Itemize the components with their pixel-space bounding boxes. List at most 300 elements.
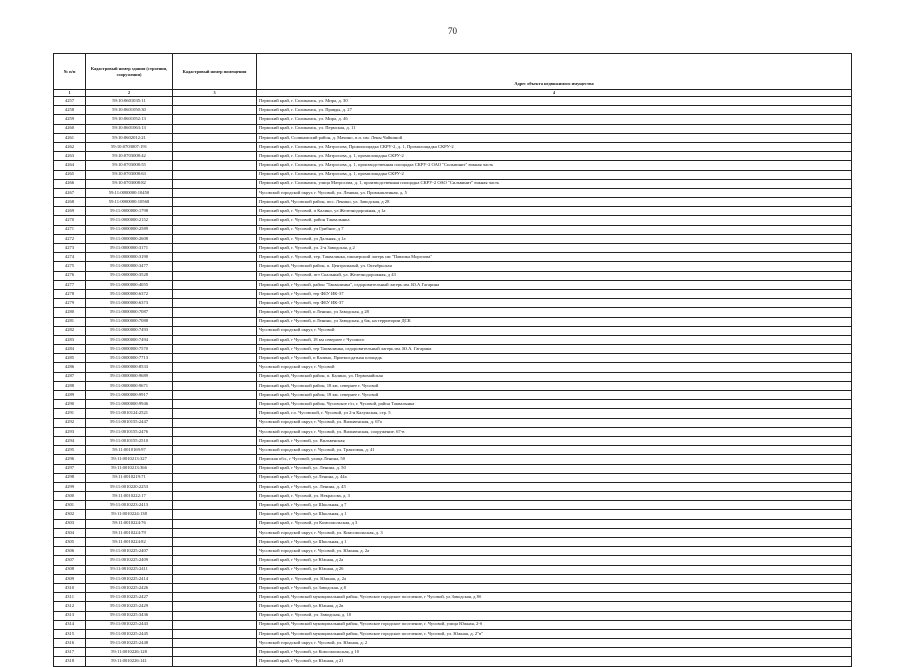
colnum-4: 4 [257, 90, 852, 97]
cadastral-number-building: 59:10:0601063:13 [86, 124, 173, 133]
cadastral-number-room [173, 565, 257, 574]
cadastral-number-building: 59:11:0010225:3436 [86, 611, 173, 620]
cadastral-number-room [173, 363, 257, 372]
cadastral-number-room [173, 391, 257, 400]
row-number: 4272 [54, 234, 86, 243]
cadastral-number-room [173, 528, 257, 537]
table-row [54, 124, 852, 133]
row-number: 4267 [54, 188, 86, 197]
property-address: Пермский край, г. Соликамск, ул. Матросова, д. 1, промплощадка СКРУ-2 [257, 170, 852, 179]
cadastral-number-building: 59:11:0000000:10450 [86, 188, 173, 197]
property-address: Пермский край, Чусовской район, п. Калино, ул. Первомайская [257, 372, 852, 381]
property-address: Пермский край, г. Соликамск, ул. Матросова, д. 1, промплощадка СКРУ-2 [257, 152, 852, 161]
cadastral-number-building: 59:11:0010225:2445 [86, 629, 173, 638]
table-row [54, 161, 852, 170]
row-number: 4285 [54, 354, 86, 363]
row-number: 4286 [54, 363, 86, 372]
property-address: Пермский край, Чусовской район, Чусовское г/п, г. Чусовой, район Таквалынка [257, 400, 852, 409]
row-number: 4290 [54, 400, 86, 409]
cadastral-number-room [173, 354, 257, 363]
row-number: 4302 [54, 510, 86, 519]
cadastral-number-room [173, 152, 257, 161]
cadastral-number-building: 59:11:0010224:76 [86, 519, 173, 528]
colnum-2: 2 [86, 90, 173, 97]
cadastral-number-building: 59:11:0000000:7713 [86, 354, 173, 363]
header-row [54, 54, 852, 90]
cadastral-number-room [173, 455, 257, 464]
cadastral-number-room [173, 124, 257, 133]
property-address: Чусовской городской округ, г. Чусовой, ул. Вильвенская, д. 67а [257, 418, 852, 427]
table-row [54, 170, 852, 179]
property-address: Пермский край, г. Чусовой, ул. Южная, д. 2а [257, 574, 852, 583]
table-row [54, 400, 852, 409]
cadastral-number-building: 59:11:0010225:2414 [86, 574, 173, 583]
row-number: 4271 [54, 225, 86, 234]
cadastral-number-building: 59:11:0000000:1798 [86, 207, 173, 216]
cadastral-number-room [173, 280, 257, 289]
table-row [54, 409, 852, 418]
property-address: Пермский край, г Чусовой, 18 км северпее г Чусового [257, 335, 852, 344]
table-row [54, 418, 852, 427]
table-row [54, 225, 852, 234]
table-row [54, 271, 852, 280]
row-number: 4260 [54, 124, 86, 133]
table-row [54, 280, 852, 289]
cadastral-number-room [173, 381, 257, 390]
row-number: 4287 [54, 372, 86, 381]
property-address: Пермский край, г Чусовой, ул Комсомольская, д 10 [257, 648, 852, 657]
row-number: 4270 [54, 216, 86, 225]
cadastral-number-building: 59:11:0010224:82 [86, 538, 173, 547]
row-number: 4307 [54, 556, 86, 565]
cadastral-number-building: 59:11:0000000:9671 [86, 381, 173, 390]
table-row [54, 198, 852, 207]
header-cad-building: Кадастровый номер здания (строения, сооружения) [86, 54, 173, 90]
cadastral-number-room [173, 409, 257, 418]
property-address: Пермский край, г Чусовой, район "Таквалинка", оздоровительный лагерь им. Ю.А Гагарина [257, 280, 852, 289]
table-body [54, 97, 852, 667]
table-row [54, 391, 852, 400]
cadastral-number-building: 59:10:0601035:11 [86, 97, 173, 106]
property-address: Пермский край, г Чусовой, п Калино, Приемосдатная площадь [257, 354, 852, 363]
cadastral-number-room [173, 170, 257, 179]
cadastral-number-room [173, 547, 257, 556]
cadastral-number-room [173, 593, 257, 602]
cadastral-number-room [173, 161, 257, 170]
cadastral-number-building: 59:11:0000000:3528 [86, 271, 173, 280]
column-numbers-row [54, 90, 852, 97]
property-address: Чусовской городской округ, г. Чусовой, ул. Ленина, ул. Промышленная, д. 5 [257, 188, 852, 197]
property-address: Пермская обл., г Чусовой, улица Ленина, 50 [257, 455, 852, 464]
table-row [54, 455, 852, 464]
cadastral-number-room [173, 317, 257, 326]
table-row [54, 565, 852, 574]
colnum-1: 1 [54, 90, 86, 97]
row-number: 4301 [54, 501, 86, 510]
row-number: 4280 [54, 308, 86, 317]
table-row [54, 299, 852, 308]
cadastral-number-room [173, 611, 257, 620]
property-address: Пермский край, г Чусовой, ул Южная, д 26 [257, 565, 852, 574]
row-number: 4281 [54, 317, 86, 326]
cadastral-number-building: 59:11:0000000:4055 [86, 280, 173, 289]
cadastral-number-building: 59:10:0703008:63 [86, 170, 173, 179]
row-number: 4299 [54, 482, 86, 491]
row-number: 4279 [54, 299, 86, 308]
table-row [54, 216, 852, 225]
property-address: Чусовской городской округ, г. Чусовой [257, 363, 852, 372]
cadastral-number-room [173, 179, 257, 188]
table-row [54, 363, 852, 372]
row-number: 4293 [54, 427, 86, 436]
cadastral-number-room [173, 400, 257, 409]
cadastral-number-room [173, 657, 257, 666]
property-address: Пермский край, г Чусовой, п Ленино, ул Заводская, д 28 [257, 308, 852, 317]
cadastral-number-room [173, 583, 257, 592]
table-row [54, 492, 852, 501]
cadastral-number-building: 59:11:0000000:9689 [86, 372, 173, 381]
property-address: Пермский край, г. Соликамск, ул. Мира, д. 30 [257, 97, 852, 106]
table-row [54, 519, 852, 528]
row-number: 4292 [54, 418, 86, 427]
table-header [54, 54, 852, 97]
cadastral-number-building: 59:11:0000000:3171 [86, 244, 173, 253]
cadastral-number-room [173, 335, 257, 344]
table-row [54, 574, 852, 583]
property-address: Пермский край, Чусовской район, пос. Ленино, ул. Заводская, д 28 [257, 198, 852, 207]
property-address: Чусовской городской округ, г. Чусовой [257, 326, 852, 335]
cadastral-number-room [173, 372, 257, 381]
row-number: 4311 [54, 593, 86, 602]
row-number: 4289 [54, 391, 86, 400]
row-number: 4291 [54, 409, 86, 418]
table-row [54, 253, 852, 262]
property-address: Пермский край, г Чусовой, ул Школьная, д 1 [257, 510, 852, 519]
property-address: Пермский край, г. Соликамск, ул. Пермская, д. 11 [257, 124, 852, 133]
row-number: 4258 [54, 106, 86, 115]
table-row [54, 446, 852, 455]
cadastral-number-building: 59:11:0010169:97 [86, 446, 173, 455]
cadastral-number-room [173, 207, 257, 216]
table-row [54, 436, 852, 445]
row-number: 4275 [54, 262, 86, 271]
table-row [54, 528, 852, 537]
cadastral-number-room [173, 97, 257, 106]
row-number: 4300 [54, 492, 86, 501]
property-address: Пермский край, г. Чусовой, ул Комсомольская, д 3 [257, 519, 852, 528]
table-row [54, 381, 852, 390]
table-row [54, 317, 852, 326]
cadastral-number-room [173, 271, 257, 280]
table-row [54, 133, 852, 142]
row-number: 4306 [54, 547, 86, 556]
row-number: 4303 [54, 519, 86, 528]
table-row [54, 97, 852, 106]
property-address: Пермский край, г Чусовой, ул Южная, д 21 [257, 657, 852, 666]
row-number: 4268 [54, 198, 86, 207]
cadastral-number-room [173, 464, 257, 473]
cadastral-number-room [173, 299, 257, 308]
cadastral-number-building: 59:11:0010213:327 [86, 455, 173, 464]
cadastral-number-building: 59:11:0000000:7088 [86, 317, 173, 326]
table-row [54, 538, 852, 547]
property-address: Пермский край, г Чусовой, п Ленино, ул Заводская, д 6ж, на территории ДСК [257, 317, 852, 326]
property-address: Пермский край, Соликамский район, д. Мачино, п.п. им. Лены Чайкиной [257, 133, 852, 142]
property-address: Пермский край, г Чусовой, ул Ленина, д. 44а [257, 473, 852, 482]
cadastral-number-room [173, 538, 257, 547]
row-number: 4284 [54, 345, 86, 354]
table-row [54, 115, 852, 124]
cadastral-number-building: 59:11:0010219:71 [86, 473, 173, 482]
cadastral-number-room [173, 253, 257, 262]
row-number: 4295 [54, 446, 86, 455]
property-address: Чусовской городской округ, г. Чусовой, ул. Комсомольская, д. 3 [257, 528, 852, 537]
row-number: 4277 [54, 280, 86, 289]
table-row [54, 547, 852, 556]
cadastral-number-building: 59:11:0010225:2429 [86, 602, 173, 611]
cadastral-number-building: 59:11:0000000:9917 [86, 391, 173, 400]
cadastral-number-building: 59:11:0000000:7087 [86, 308, 173, 317]
cadastral-number-room [173, 492, 257, 501]
property-address: Пермский край, г Чусовой, тер ФБУ ИК-37 [257, 289, 852, 298]
row-number: 4274 [54, 253, 86, 262]
table-row [54, 188, 852, 197]
cadastral-number-room [173, 142, 257, 151]
row-number: 4310 [54, 583, 86, 592]
table-row [54, 427, 852, 436]
cadastral-number-building: 59:11:0000000:7494 [86, 335, 173, 344]
property-address: Пермский край, г.о. Чусовской, г. Чусовой, ул 2-я Калужская, стр. 5 [257, 409, 852, 418]
cadastral-number-building: 59:11:0010224:79 [86, 528, 173, 537]
cadastral-number-room [173, 556, 257, 565]
cadastral-number-building: 59:11:0010220:2253 [86, 482, 173, 491]
cadastral-number-room [173, 519, 257, 528]
table-row [54, 262, 852, 271]
table-row [54, 335, 852, 344]
cadastral-number-building: 59:11:0010226:128 [86, 648, 173, 657]
cadastral-number-building: 59:11:0010224:138 [86, 510, 173, 519]
cadastral-number-room [173, 326, 257, 335]
table-row [54, 106, 852, 115]
property-address: Пермский край, г. Чусовой, ул. 2-я Заводская, д 2 [257, 244, 852, 253]
property-address: Пермский край, Чусовской район, 18 км. севернее г. Чусовой [257, 381, 852, 390]
cadastral-number-room [173, 262, 257, 271]
property-address: Пермский край, г Чусовой, ул Южная, д 2в [257, 602, 852, 611]
header-num: № п/п [54, 54, 86, 90]
cadastral-number-room [173, 648, 257, 657]
table-row [54, 473, 852, 482]
table-row [54, 289, 852, 298]
cadastral-number-building: 59:11:0010225:2409 [86, 556, 173, 565]
row-number: 4288 [54, 381, 86, 390]
cadastral-number-building: 59:11:0010225:2411 [86, 565, 173, 574]
table-row [54, 602, 852, 611]
table-row [54, 152, 852, 161]
cadastral-number-building: 59:10:0703008:55 [86, 161, 173, 170]
property-address: Пермский край, г. Соликамск, ул. Правды, д. 27 [257, 106, 852, 115]
property-address: Пермский край, г. Соликамск, ул. Матросова, д. 1, производственная площадка СКРУ-2 ОАО "Сильвинит" южная часть [257, 161, 852, 170]
property-address: Пермский край, г. Чусовой, ул Дальняя, д 1а [257, 234, 852, 243]
table-row [54, 482, 852, 491]
property-address: Пермский край, г. Чусовой, п Калино, ул Железнодорожная, д 1а [257, 207, 852, 216]
property-address: Чусовской городской округ, г. Чусовой, ул. Вильвенская, сооружение. 67-в [257, 427, 852, 436]
property-address: Чусовской городской округ, г. Чусовой, ул. Трактовая, д. 41 [257, 446, 852, 455]
row-number: 4262 [54, 142, 86, 151]
cadastral-number-building: 59:10:0601050:30 [86, 106, 173, 115]
row-number: 4317 [54, 648, 86, 657]
cadastral-number-building: 59:11:0000000:2608 [86, 234, 173, 243]
row-number: 4315 [54, 629, 86, 638]
table-row [54, 345, 852, 354]
table-row [54, 611, 852, 620]
property-address: Пермский край, г. Соликамск, улица Матросова, д. 1, производственная площадка СКРУ-2 ОАО "Сильвинит" южная часть [257, 179, 852, 188]
cadastral-number-building: 59:11:0000000:3190 [86, 253, 173, 262]
cadastral-number-building: 59:10:0601052:13 [86, 115, 173, 124]
cadastral-number-building: 59:11:0000000:8533 [86, 363, 173, 372]
cadastral-number-building: 59:11:0010155:2447 [86, 418, 173, 427]
table-row [54, 308, 852, 317]
cadastral-number-building: 59:11:0000000:6372 [86, 289, 173, 298]
table-row [54, 620, 852, 629]
property-address: Чусовской городской округ, г. Чусовой, ул. Южная, д. 2 [257, 639, 852, 648]
property-address: Пермский край, г. Чусовой, ул. Некрасова, д. 3 [257, 492, 852, 501]
cadastral-number-building: 59:11:0000000:7570 [86, 345, 173, 354]
row-number: 4304 [54, 528, 86, 537]
row-number: 4316 [54, 639, 86, 648]
row-number: 4297 [54, 464, 86, 473]
cadastral-number-room [173, 198, 257, 207]
cadastral-number-building: 59:10:0703008:42 [86, 152, 173, 161]
table-row [54, 583, 852, 592]
row-number: 4273 [54, 244, 86, 253]
cadastral-number-building: 59:11:0010155:2476 [86, 427, 173, 436]
property-address: Пермский край, г. Соликамск, ул. Матросова, Промплощадка СКРУ-2, д. 1, Промплощадка СКРУ-2 [257, 142, 852, 151]
table-row [54, 179, 852, 188]
cadastral-number-building: 59:11:0000000:3477 [86, 262, 173, 271]
row-number: 4294 [54, 436, 86, 445]
table-row [54, 648, 852, 657]
row-number: 4308 [54, 565, 86, 574]
property-address: Пермский край, г Чусовой, ул. Ленина, д. 45 [257, 482, 852, 491]
cadastral-number-room [173, 225, 257, 234]
property-address: Пермский край, Чусовской район, п. Центральный, ул. Октябрьская [257, 262, 852, 271]
property-address: Пермский край, Чусовской муниципальный район, Чусовское городское поселение, г. Чусовой, улица Южная, 2-б [257, 620, 852, 629]
cadastral-number-building: 59:10:0602012:21 [86, 133, 173, 142]
cadastral-number-room [173, 234, 257, 243]
property-address: Пермский край, г. Чусовой, тер. Таквалинка, пионерский лагерь им "Павлика Морозова" [257, 253, 852, 262]
row-number: 4276 [54, 271, 86, 280]
table-row [54, 464, 852, 473]
property-address: Пермский край, г Чусовой, ул. Ленина, д. 50 [257, 464, 852, 473]
cadastral-number-building: 59:11:0010222:17 [86, 492, 173, 501]
table-row [54, 142, 852, 151]
cadastral-number-building: 59:10:0703008:82 [86, 179, 173, 188]
cadastral-number-building: 59:11:0010225:2407 [86, 547, 173, 556]
property-address: Пермский край, г. Чусовой, пгт Скальный, ул. Железнодорожная, д 43 [257, 271, 852, 280]
cadastral-number-building: 59:11:0000000:9946 [86, 400, 173, 409]
cadastral-number-building: 59:11:0000000:2152 [86, 216, 173, 225]
row-number: 4269 [54, 207, 86, 216]
cadastral-number-room [173, 427, 257, 436]
cadastral-number-building: 59:10:0703007:191 [86, 142, 173, 151]
cadastral-number-building: 59:11:0010124:2521 [86, 409, 173, 418]
row-number: 4296 [54, 455, 86, 464]
cadastral-number-room [173, 308, 257, 317]
cadastral-number-room [173, 436, 257, 445]
property-register-table [53, 53, 852, 667]
row-number: 4282 [54, 326, 86, 335]
row-number: 4305 [54, 538, 86, 547]
cadastral-number-room [173, 602, 257, 611]
table-row [54, 501, 852, 510]
property-address: Пермский край, г. Чусовой, район Таквалынка [257, 216, 852, 225]
cadastral-number-building: 59:11:0000000:6373 [86, 299, 173, 308]
table-row [54, 629, 852, 638]
cadastral-number-building: 59:11:0010213:366 [86, 464, 173, 473]
row-number: 4313 [54, 611, 86, 620]
table-row [54, 657, 852, 666]
row-number: 4309 [54, 574, 86, 583]
cadastral-number-room [173, 244, 257, 253]
table-row [54, 556, 852, 565]
table-row [54, 244, 852, 253]
property-address: Пермский край, г. Чусовой, ул Грибное, д 7 [257, 225, 852, 234]
cadastral-number-room [173, 216, 257, 225]
cadastral-number-building: 59:11:0010225:2426 [86, 583, 173, 592]
cadastral-number-room [173, 473, 257, 482]
table-row [54, 510, 852, 519]
table-row [54, 326, 852, 335]
cadastral-number-room [173, 188, 257, 197]
row-number: 4261 [54, 133, 86, 142]
property-address: Пермский край, г Чусовой, ул Школьная, д 7 [257, 501, 852, 510]
row-number: 4259 [54, 115, 86, 124]
cadastral-number-building: 59:11:0010225:2443 [86, 620, 173, 629]
cadastral-number-building: 59:11:0010223:2413 [86, 501, 173, 510]
table-row [54, 593, 852, 602]
cadastral-number-room [173, 446, 257, 455]
property-address: Пермский край, г Чусовой, ул Заводская, д 8 [257, 583, 852, 592]
row-number: 4283 [54, 335, 86, 344]
property-address: Пермский край, г. Соликамск, ул. Мира, д. 46 [257, 115, 852, 124]
property-address: Пермский край, г. Чусовой, ул. Заводская, д. 10 [257, 611, 852, 620]
row-number: 4278 [54, 289, 86, 298]
page-number: 70 [448, 26, 457, 36]
row-number: 4312 [54, 602, 86, 611]
property-address: Пермский край, г Чусовой, ул Южная, д 2а [257, 556, 852, 565]
row-number: 4318 [54, 657, 86, 666]
table-row [54, 207, 852, 216]
property-address: Пермский край, г Чусовой, ул. Вильвенская [257, 436, 852, 445]
cadastral-number-room [173, 106, 257, 115]
cadastral-number-building: 59:11:0000000:7493 [86, 326, 173, 335]
row-number: 4314 [54, 620, 86, 629]
property-address: Чусовской городской округ, г. Чусовой, ул. Южная, д. 2а [257, 547, 852, 556]
property-address: Пермский край, г Чусовой, ул Школьная, д 1 [257, 538, 852, 547]
row-number: 4265 [54, 170, 86, 179]
cadastral-number-room [173, 574, 257, 583]
cadastral-number-room [173, 501, 257, 510]
cadastral-number-building: 59:11:0010226:141 [86, 657, 173, 666]
cadastral-number-room [173, 345, 257, 354]
table-row [54, 234, 852, 243]
cadastral-number-building: 59:11:0010155:2510 [86, 436, 173, 445]
property-address: Пермский край, Чусовской муниципальный район, Чусовское городское поселение, г. Чусовой, ул. Южная, д. 2"в" [257, 629, 852, 638]
cadastral-number-room [173, 289, 257, 298]
cadastral-number-room [173, 510, 257, 519]
cadastral-number-room [173, 482, 257, 491]
property-address: Пермский край, г Чусовой, тер Таквалинка, оздоровительный лагерь им. Ю.А. Гагарина [257, 345, 852, 354]
